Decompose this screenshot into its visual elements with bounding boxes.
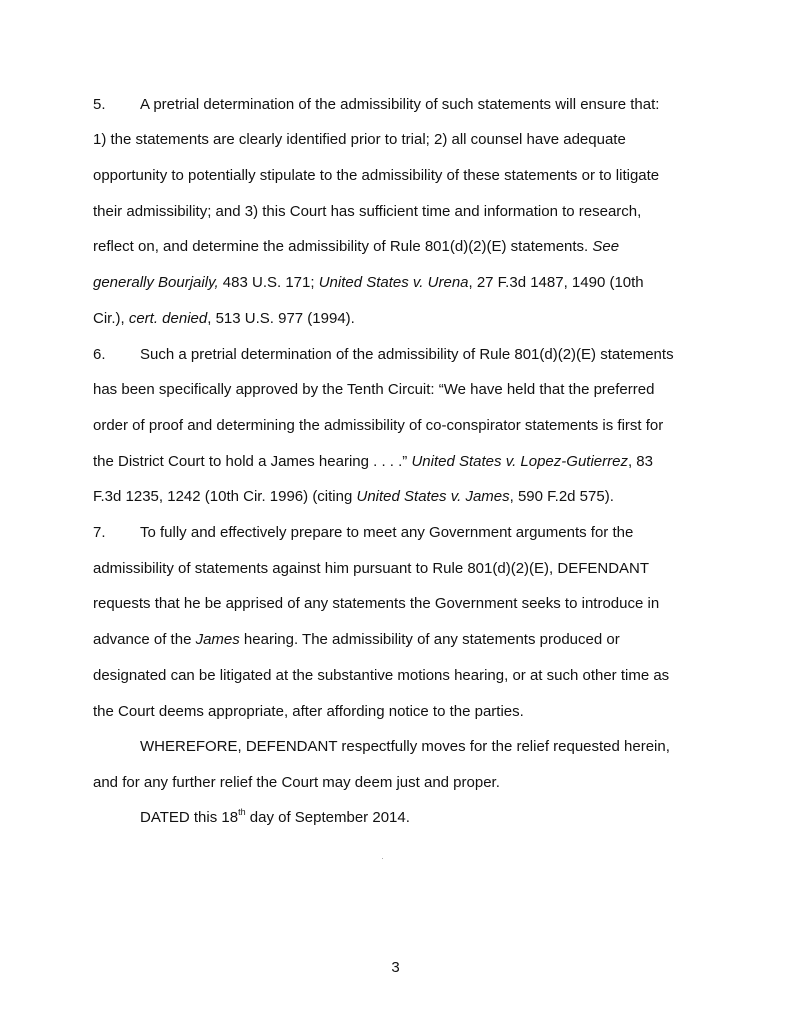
text-line: Cir.), cert. denied, 513 U.S. 977 (1994). [93,310,355,327]
text-line: their admissibility; and 3) this Court has sufficient time and information to research, [93,203,642,220]
case-name: James [195,631,240,648]
text-line: requests that he be apprised of any statements the Government seeks to introduce in [93,595,660,612]
citation-signal: cert. denied [128,310,208,327]
text-line: and for any further relief the Court may deem just and proper. [93,774,500,791]
paragraph-number: 7. [93,524,106,541]
case-name: United States v. James [356,488,510,505]
text-line: advance of the James hearing. The admissibility of any statements produced or [93,631,620,648]
citation-signal: See [592,238,620,255]
paragraph-number: 5. [93,96,106,113]
text-line: A pretrial determination of the admissibility of such statements will ensure that: [140,96,660,113]
text-line: designated can be litigated at the substantive motions hearing, or at such other time as [93,667,670,684]
text-line: reflect on, and determine the admissibility of Rule 801(d)(2)(E) statements. See [93,238,620,255]
text-line: generally Bourjaily, 483 U.S. 171; United States v. Urena, 27 F.3d 1487, 1490 (10th [93,274,644,291]
case-name: United States v. Lopez-Gutierrez [411,453,628,470]
stray-mark [382,858,383,859]
text-line: the District Court to hold a James hearing . . . .” United States v. Lopez-Gutierrez, 83 [93,453,653,470]
text-line: admissibility of statements against him pursuant to Rule 801(d)(2)(E), DEFENDANT [93,560,650,577]
text-line: the Court deems appropriate, after affording notice to the parties. [93,703,524,720]
text-line: To fully and effectively prepare to meet any Government arguments for the [140,524,634,541]
text-line: order of proof and determining the admissibility of co-conspirator statements is first for [93,417,664,434]
text-line: Such a pretrial determination of the admissibility of Rule 801(d)(2)(E) statements [140,346,674,363]
case-name: United States v. Urena [318,274,469,291]
dated-line: DATED this 18th day of September 2014. [140,807,410,826]
page-number: 3 [391,959,400,976]
text-line: opportunity to potentially stipulate to the admissibility of these statements or to litigate [93,167,660,184]
case-name: generally Bourjaily, [93,274,219,291]
text-line: F.3d 1235, 1242 (10th Cir. 1996) (citing United States v. James, 590 F.2d 575). [93,488,614,505]
paragraph-number: 6. [93,346,106,363]
text-line: has been specifically approved by the Tenth Circuit: “We have held that the preferred [93,381,655,398]
text-line: 1) the statements are clearly identified prior to trial; 2) all counsel have adequate [93,131,626,148]
text-line: WHEREFORE, DEFENDANT respectfully moves for the relief requested herein, [140,738,670,755]
